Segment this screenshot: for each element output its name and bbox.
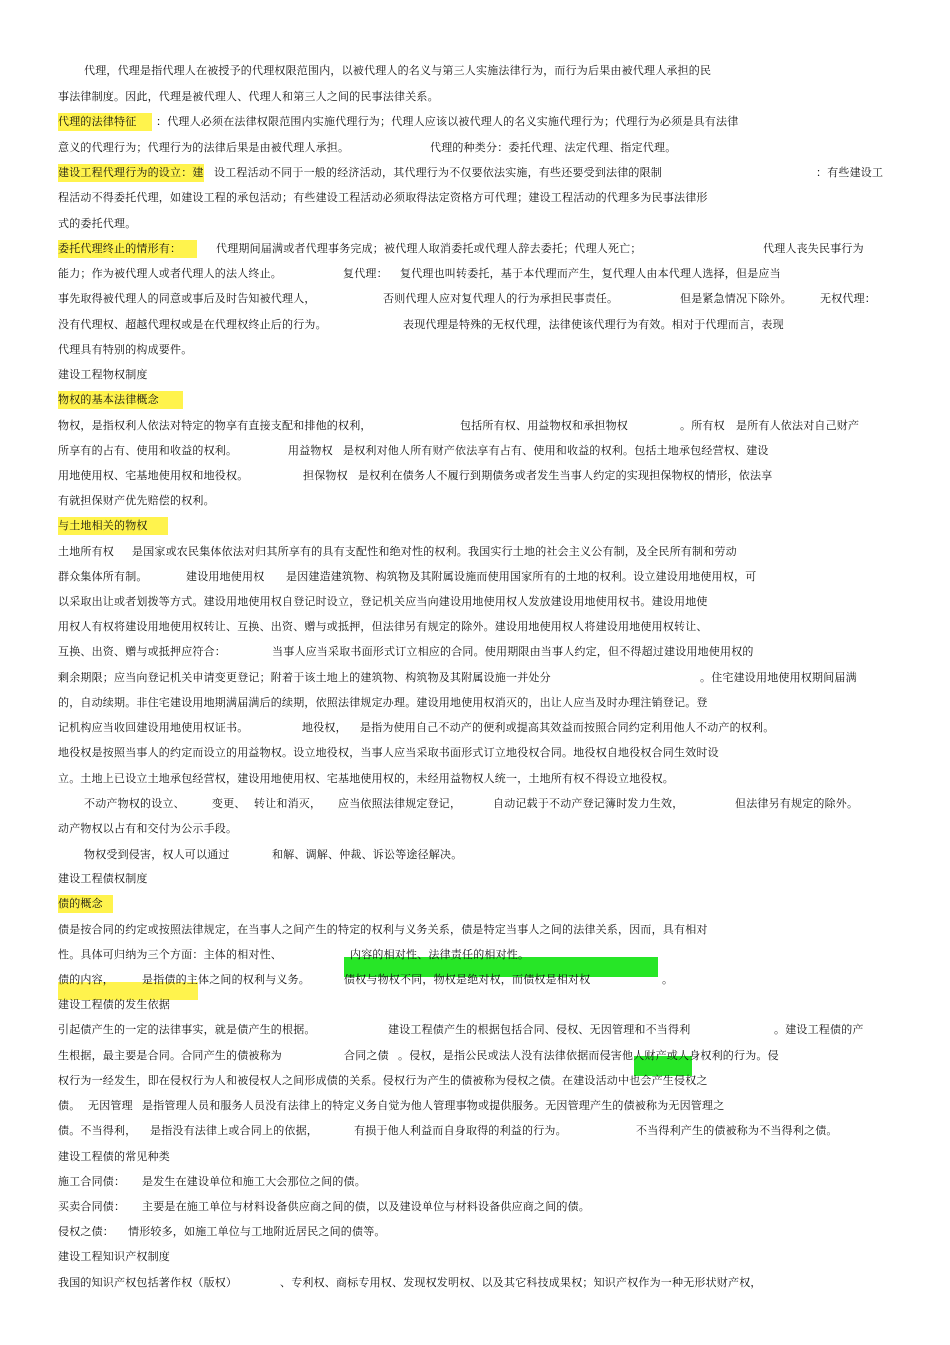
section-heading: 建设工程代理行为的设立：建: [58, 164, 204, 182]
section-heading: 代理的法律特征: [58, 113, 152, 131]
document-page: 代理，代理是指代理人在被授予的代理权限范围内，以被代理人的名义与第三人实施法律行为，而行为后果由被代理人承担的民 事法律制度。因此，代理是被代理人、代理人和第三人之间的民事法律关系。 代理的法律特征 ：代理人必须在法律权限范围内实施代理行为；代理人应该以被代理人的名义实施代理行为；代理行为必须是具有法律 意义的代理行为；代理行为的法律后果是由被代理人承担。 代理的种类分：委托代理、法定代理、指定代理。 建设工程代理行为的设立：建 设工程活动不同于一般的经济活动，其代理行为不仅要依法实施，有些还要受到法律的限制 ：有些建设工 程活动不得委托代理，如建设工程的承包活动；有些建设工程活动必须取得法定资格方可代理；建设工程活动的代理多为民事法律形 式的委托代理。 委托代理终止的情形有： 代理期间届满或者代理事务完成；被代理人取消委托或代理人辞去委托；代理人死亡； 代理人丧失民事行为 能力；作为被代理人或者代理人的法人终止。 复代理： 复代理也叫转委托，基于本代理而产生，复代理人由本代理人选择，但是应当 事先取得被代理人的同意或事后及时告知被代理人， 否则代理人应对复代理人的行为承担民事责任。 但是紧急情况下除外。 无权代理： 没有代理权、超越代理权或是在代理权终止后的行为。 表现代理是特殊的无权代理，法律使该代理行为有效。相对于代理而言，表现 代理具有特别的构成要件。 建设工程物权制度 物权的基本法律概念 物权，是指权利人依法对特定的物享有直接支配和排他的权利， 包括所有权、用益物权和承担物权 。所有权 是所有人依法对自己财产 所享有的占有、使用和收益的权利。 用益物权 是权利对他人所有财产依法享有占有、使用和收益的权利。包括土地承包经营权、建设 用地使用权、宅基地使用权和地役权。 担保物权 是权利在债务人不履行到期债务或者发生当事人约定的实现担保物权的情形，依法享 有就担保财产优先赔偿的权利。 与土地相关的物权 土地所有权 是国家或农民集体依法对归其所享有的具有支配性和绝对性的权利。我国实行土地的社会主义公有制，及全民所有制和劳动 群众集体所有制。 建设用地使用权 是因建造建筑物、构筑物及其附属设施而使用国家所有的土地的权利。设立建设用地使用权，可 以采取出让或者划拨等方式。建设用地使用权自登记时设立，登记机关应当向建设用地使用权人发放建设用地使用权书。建设用地使 用权人有权将建设用地使用权转让、互换、出资、赠与或抵押，但法律另有规定的除外。建设用地使用权人将建设用地使用权转让、 互换、出资、赠与或抵押应符合： 当事人应当采取书面形式订立相应的合同。使用期限由当事人约定，但不得超过建设用地使用权的 剩余期限；应当向登记机关申请变更登记；附着于该土地上的建筑物、构筑物及其附属设施一并处分 。住宅建设用地使用权期间届满 的，自动续期。非住宅建设用地期满届满后的续期，依照法律规定办理。建设用地使用权消灭的，出让人应当及时办理注销登记。登 记机构应当收回建设用地使用权证书。 地役权， 是指为使用自己不动产的便利或提高其效益而按照合同约定利用他人不动产的权利。 地役权是按照当事人的约定而设立的用益物权。设立地役权，当事人应当采取书面形式订立地役权合同。地役权自地役权合同生效时设 立。土地上已设立土地承包经营权，建设用地使用权、宅基地使用权的，未经用益物权人统一，土地所有权不得设立地役权。 不动产物权的设立、 变更、 转让和消灭， 应当依照法律规定登记， 自动记载于不动产登记簿时发力生效， 但法律另有规定的除外。 动产物权以占有和交付为公示手段。 物权受到侵害，权人可以通过 和解、调解、仲裁、诉讼等途径解决。 建设工程债权制度 债的概念 债是按合同的约定或按照法律规定，在当事人之间产生的特定的权利与义务关系，债是特定当事人之间的法律关系，因而，具有相对 性。具体可归纳为三个方面：主体的相对性、 内容的相对性、法律责任的相对性。 债的内容， 是指债的主体之间的权利与义务。 债权与物权不同，物权是绝对权，而债权是相对权 。 建设工程债的发生依据 引起债产生的一定的法律事实，就是债产生的根据。 建设工程债产生的根据包括合同、侵权、无因管理和不当得利 。建设工程债的产 生根据，最主要是合同。合同产生的债被称为 合同之债 。侵权，是指公民或法人没有法律依据而侵害他人财产或人身权利的行为。侵 权行为一经发生，即在侵权行为人和被侵权人之间形成债的关系。侵权行为产生的债被称为侵权之债。在建设活动中也会产生侵权之 债。 无因管理 是指管理人员和服务人员没有法律上的特定义务自觉为他人管理事物或提供服务。无因管理产生的债被称为无因管理之 债。不当得利， 是指没有法律上或合同上的依据， 有损于他人利益而自身取得的利益的行为。 不当得利产生的债被称为不当得利之债。 建设工程债的常见种类 施工合同债： 是发生在建设单位和施工大会那位之间的债。 买卖合同债： 主要是在施工单位与材料设备供应商之间的债，以及建设单位与材料设备供应商之间的债。 侵权之债： 情形较多，如施工单位与工地附近居民之间的债等。 建设工程知识产权制度 我国的知识产权包括著作权（版权） 、专利权、商标专用权、发现权发明权、以及其它科技成果权；知识产权作为一种无形状财产权，: [58, 64, 884, 1289]
section-heading: 与土地相关的物权: [58, 517, 168, 535]
section-heading: 债的概念: [58, 895, 113, 913]
section-heading: 委托代理终止的情形有：: [58, 240, 197, 258]
section-heading: 物权的基本法律概念: [58, 391, 183, 409]
